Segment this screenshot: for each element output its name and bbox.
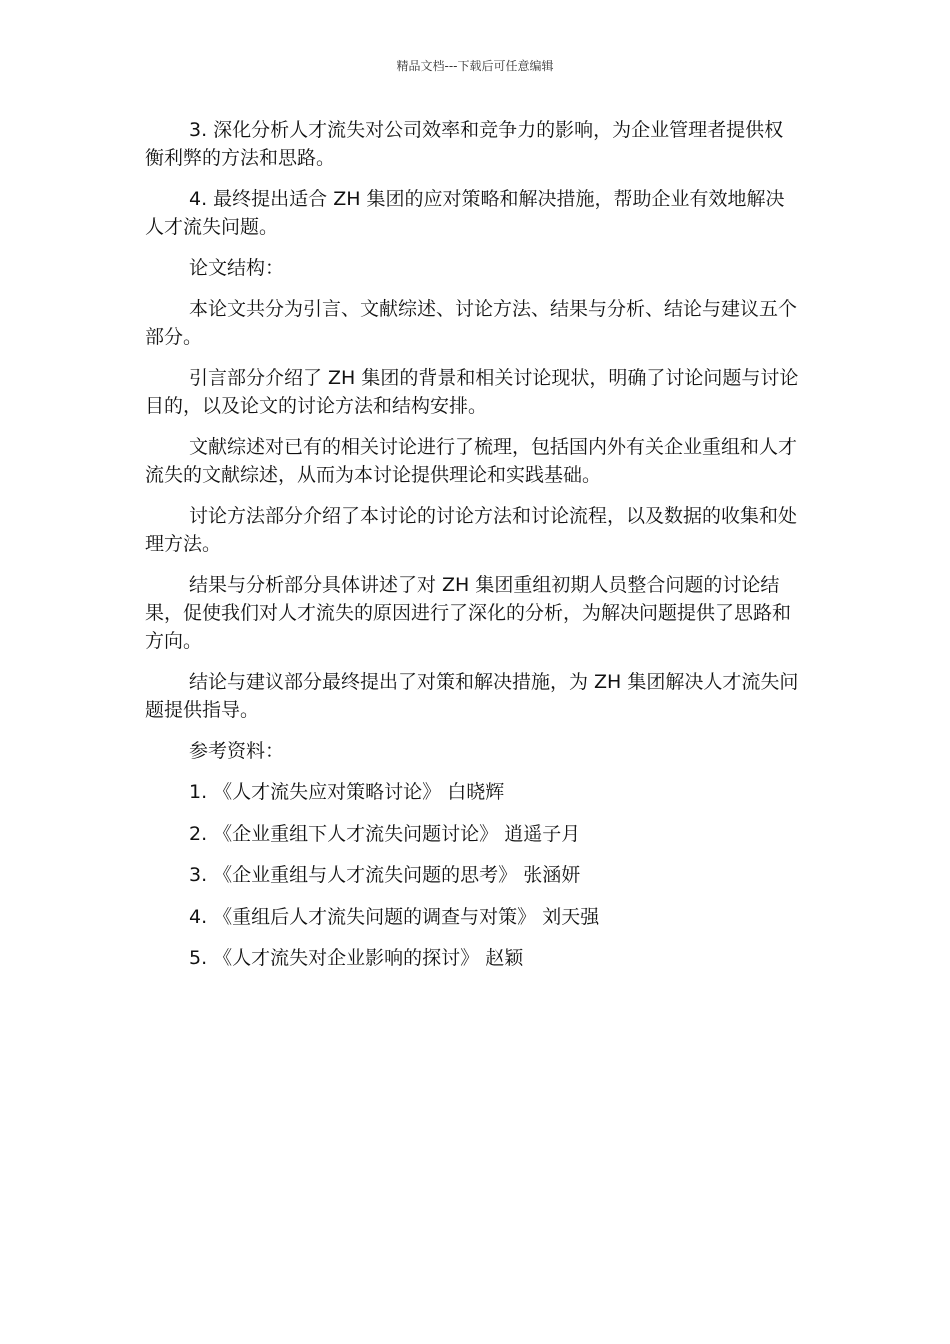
- document-body: [145, 116, 800, 986]
- paragraph-methods: 讨论方法部分介绍了本讨论的讨论方法和讨论流程，以及数据的收集和处理方法。: [145, 505, 798, 555]
- paragraph-introduction: 引言部分介绍了 ZH 集团的背景和相关讨论现状，明确了讨论问题与讨论目的，以及论文的讨论方法和结构安排。: [145, 367, 799, 417]
- section-heading-structure: 论文结构：: [189, 257, 285, 279]
- reference-item: 5. 《人才流失对企业影响的探讨》 赵颖: [189, 947, 524, 969]
- paragraph-structure-overview: 本论文共分为引言、文献综述、讨论方法、结果与分析、结论与建议五个部分。: [145, 298, 798, 348]
- page-header: 精品文档---下载后可任意编辑: [396, 59, 554, 73]
- paragraph-goal-3: 3. 深化分析人才流失对公司效率和竞争力的影响，为企业管理者提供权衡利弊的方法和思路。: [145, 119, 784, 169]
- paragraph-results: 结果与分析部分具体讲述了对 ZH 集团重组初期人员整合问题的讨论结果，促使我们对人才流失的原因进行了深化的分析，为解决问题提供了思路和方向。: [145, 574, 792, 652]
- paragraph-goal-4: 4. 最终提出适合 ZH 集团的应对策略和解决措施，帮助企业有效地解决人才流失问题。: [145, 188, 785, 238]
- reference-item: 3. 《企业重组与人才流失问题的思考》 张涵妍: [189, 864, 581, 886]
- reference-item: 1. 《人才流失应对策略讨论》 白晓辉: [189, 781, 505, 803]
- reference-item: 4. 《重组后人才流失问题的调查与对策》 刘天强: [189, 905, 600, 928]
- reference-list: [145, 778, 800, 972]
- reference-item: 2. 《企业重组下人才流失问题讨论》 逍遥子月: [189, 822, 581, 845]
- section-heading-references: 参考资料：: [189, 740, 285, 762]
- paragraph-literature-review: 文献综述对已有的相关讨论进行了梳理，包括国内外有关企业重组和人才流失的文献综述，从而为本讨论提供理论和实践基础。: [145, 436, 798, 486]
- paragraph-conclusion: 结论与建议部分最终提出了对策和解决措施，为 ZH 集团解决人才流失问题提供指导。: [145, 671, 799, 721]
